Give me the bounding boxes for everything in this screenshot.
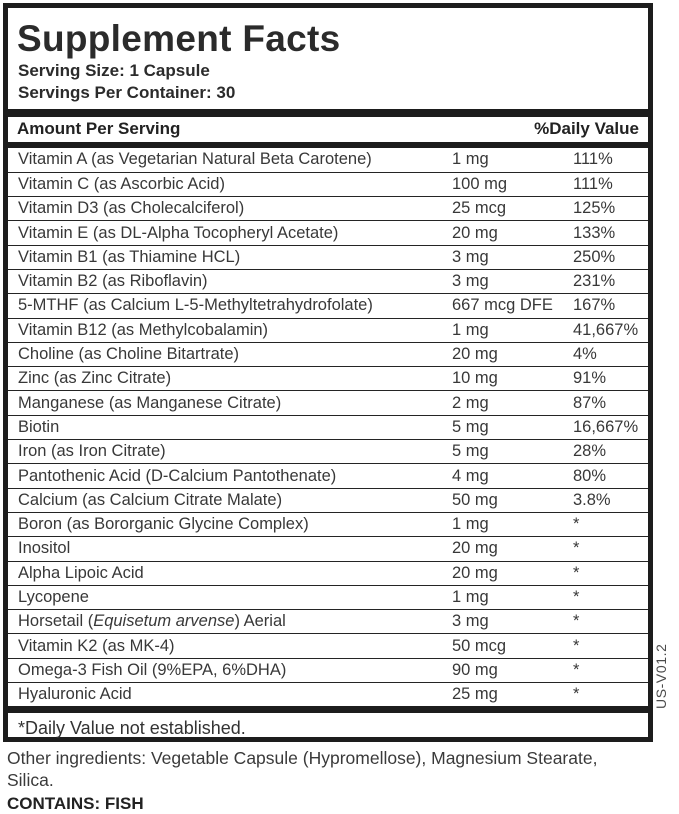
ingredient-name: Manganese (as Manganese Citrate) bbox=[18, 393, 282, 412]
daily-value-header: %Daily Value bbox=[534, 119, 639, 138]
ingredient-dv: * bbox=[573, 612, 580, 631]
ingredient-amount: 3 mg bbox=[452, 247, 489, 266]
table-row bbox=[8, 536, 648, 560]
ingredient-dv: 41,667% bbox=[573, 320, 639, 339]
ingredient-amount: 20 mg bbox=[452, 345, 498, 364]
ingredient-name: Vitamin B1 (as Thiamine HCL) bbox=[18, 247, 241, 266]
ingredient-dv: * bbox=[573, 515, 580, 534]
table-row bbox=[8, 561, 648, 585]
ingredient-dv: 125% bbox=[573, 199, 616, 218]
ingredient-name: Choline (as Choline Bitartrate) bbox=[18, 345, 240, 364]
ingredient-amount: 5 mg bbox=[452, 417, 489, 436]
ingredient-name: Vitamin B2 (as Riboflavin) bbox=[18, 272, 208, 291]
table-row bbox=[8, 658, 648, 682]
table-row bbox=[8, 415, 648, 439]
ingredient-dv: * bbox=[573, 685, 580, 704]
amount-per-serving-header: Amount Per Serving bbox=[17, 119, 181, 138]
ingredient-name: Biotin bbox=[18, 417, 60, 436]
table-row bbox=[8, 585, 648, 609]
table-row bbox=[8, 633, 648, 657]
ingredient-amount: 50 mcg bbox=[452, 636, 507, 655]
ingredient-dv: 250% bbox=[573, 247, 616, 266]
panel-title: Supplement Facts bbox=[17, 18, 341, 59]
table-row bbox=[8, 269, 648, 293]
ingredient-name: Zinc (as Zinc Citrate) bbox=[18, 369, 172, 388]
table-row bbox=[8, 293, 648, 317]
ingredient-amount: 90 mg bbox=[452, 660, 498, 679]
table-header-row bbox=[8, 117, 648, 142]
ingredient-amount: 5 mg bbox=[452, 442, 489, 461]
ingredient-name: Vitamin B12 (as Methylcobalamin) bbox=[18, 320, 269, 339]
table-row bbox=[8, 245, 648, 269]
ingredient-amount: 1 mg bbox=[452, 515, 489, 534]
table-row bbox=[8, 342, 648, 366]
table-row bbox=[8, 172, 648, 196]
divider-thick-footnote bbox=[8, 706, 648, 713]
table-row bbox=[8, 318, 648, 342]
ingredient-name: Iron (as Iron Citrate) bbox=[18, 442, 166, 461]
ingredient-dv: 3.8% bbox=[573, 490, 611, 509]
ingredient-dv: 91% bbox=[573, 369, 607, 388]
ingredient-dv: 231% bbox=[573, 272, 616, 291]
ingredient-name: Vitamin E (as DL-Alpha Tocopheryl Acetate) bbox=[18, 223, 339, 242]
divider-thick-top bbox=[8, 109, 648, 117]
ingredient-name: Alpha Lipoic Acid bbox=[18, 563, 144, 582]
allergen-statement: CONTAINS: FISH bbox=[7, 794, 144, 813]
ingredient-amount: 4 mg bbox=[452, 466, 489, 485]
table-row bbox=[8, 148, 648, 172]
ingredient-dv: 87% bbox=[573, 393, 607, 412]
table-row bbox=[8, 366, 648, 390]
ingredient-name: Vitamin D3 (as Cholecalciferol) bbox=[18, 199, 245, 218]
table-row bbox=[8, 682, 648, 706]
ingredient-name: Lycopene bbox=[18, 587, 89, 606]
ingredient-amount: 50 mg bbox=[452, 490, 498, 509]
ingredient-name: Vitamin A (as Vegetarian Natural Beta Carotene) bbox=[18, 150, 372, 169]
ingredient-dv: * bbox=[573, 539, 580, 558]
ingredient-dv: 111% bbox=[573, 174, 613, 193]
ingredient-amount: 1 mg bbox=[452, 320, 489, 339]
ingredient-name: Hyaluronic Acid bbox=[18, 685, 132, 704]
ingredient-dv: 111% bbox=[573, 150, 613, 169]
ingredient-dv: 16,667% bbox=[573, 417, 639, 436]
ingredient-amount: 1 mg bbox=[452, 587, 489, 606]
ingredient-name: Pantothenic Acid (D-Calcium Pantothenate) bbox=[18, 466, 337, 485]
ingredient-amount: 10 mg bbox=[452, 369, 498, 388]
ingredient-dv: * bbox=[573, 587, 580, 606]
ingredient-amount: 2 mg bbox=[452, 393, 489, 412]
ingredient-amount: 20 mg bbox=[452, 563, 498, 582]
table-row bbox=[8, 463, 648, 487]
servings-per-container: Servings Per Container: 30 bbox=[18, 82, 236, 102]
serving-size: Serving Size: 1 Capsule bbox=[18, 61, 210, 80]
table-row bbox=[8, 220, 648, 244]
ingredient-name: Vitamin K2 (as MK-4) bbox=[18, 636, 175, 655]
table-row bbox=[8, 488, 648, 512]
ingredient-name: Inositol bbox=[18, 539, 71, 558]
ingredient-dv: * bbox=[573, 660, 580, 679]
version-code: US-V01.2 bbox=[653, 643, 669, 709]
facts-rows bbox=[8, 148, 648, 707]
ingredient-name: Horsetail (Equisetum arvense) Aerial bbox=[18, 612, 286, 631]
daily-value-footnote: *Daily Value not established. bbox=[18, 718, 246, 739]
ingredient-amount: 3 mg bbox=[452, 272, 489, 291]
ingredient-name: Vitamin C (as Ascorbic Acid) bbox=[18, 174, 225, 193]
ingredient-dv: * bbox=[573, 636, 580, 655]
ingredient-name: Calcium (as Calcium Citrate Malate) bbox=[18, 490, 283, 509]
ingredient-amount: 3 mg bbox=[452, 612, 489, 631]
table-row bbox=[8, 196, 648, 220]
ingredient-dv: 28% bbox=[573, 442, 607, 461]
ingredient-dv: 133% bbox=[573, 223, 616, 242]
other-ingredients: Other ingredients: Vegetable Capsule (Hypromellose), Magnesium Stearate, Silica. bbox=[7, 748, 598, 790]
ingredient-dv: 4% bbox=[573, 345, 597, 364]
table-row bbox=[8, 439, 648, 463]
table-row bbox=[8, 512, 648, 536]
ingredient-amount: 1 mg bbox=[452, 150, 489, 169]
ingredient-dv: 167% bbox=[573, 296, 616, 315]
table-row bbox=[8, 609, 648, 633]
ingredient-amount: 667 mcg DFE bbox=[452, 296, 553, 315]
ingredient-amount: 20 mg bbox=[452, 539, 498, 558]
ingredient-amount: 25 mcg bbox=[452, 199, 507, 218]
ingredient-name: 5-MTHF (as Calcium L-5-Methyltetrahydrofolate) bbox=[18, 296, 373, 315]
table-row bbox=[8, 390, 648, 414]
ingredient-amount: 100 mg bbox=[452, 174, 508, 193]
supplement-facts-panel bbox=[3, 3, 653, 742]
ingredient-amount: 20 mg bbox=[452, 223, 498, 242]
ingredient-name: Omega-3 Fish Oil (9%EPA, 6%DHA) bbox=[18, 660, 287, 679]
ingredient-dv: * bbox=[573, 563, 580, 582]
ingredient-dv: 80% bbox=[573, 466, 607, 485]
ingredient-amount: 25 mg bbox=[452, 685, 498, 704]
ingredient-name: Boron (as Bororganic Glycine Complex) bbox=[18, 515, 309, 534]
